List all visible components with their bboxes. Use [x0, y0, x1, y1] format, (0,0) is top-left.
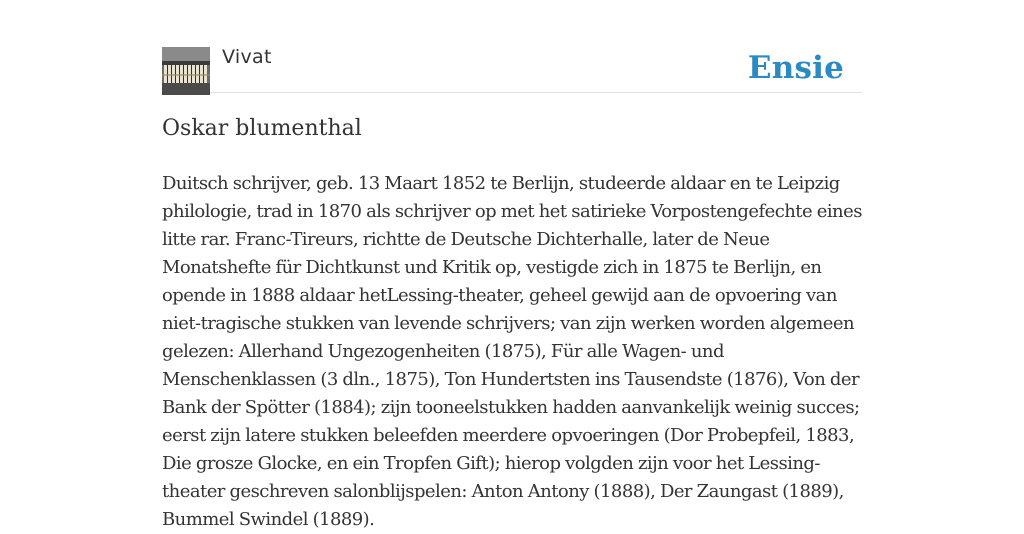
page-title: Oskar blumenthal: [162, 116, 362, 141]
article-body: Duitsch schrijver, geb. 13 Maart 1852 te Berlijn, studeerde aldaar en te Leipzig philologie, trad in 1870 als schrijver op met het satirieke Vorpostengefechte eines litte rar. Franc-Tireurs, richtte de Deutsche Dichterhalle, later de Neue Monatshefte für Dichtkunst und Kritik op, vestigde zich in 1875 te Berlijn, en opende in 1888 aldaar hetLessing-theater, geheel gewijd aan de opvoering van niet-tragische stukken van levende schrijvers; van zijn werken worden algemeen gelezen: Allerhand Ungezogenheiten (1875), Für alle Wagen- und Menschenklassen (3 dln., 1875), Ton Hundertsten ins Tausendste (1876), Von der Bank der Spötter (1884); zijn tooneelstukken hadden aanvankelijk weinig succes; eerst zijn latere stukken beleefden meerdere opvoeringen (Dor Probepfeil, 1883, Die grosze Glocke, en ein Tropfen Gift); hierop volgden zijn voor het Lessing-theater geschreven salonblijspelen: Anton Antony (1888), Der Zaungast (1889), Bummel Swindel (1889).: [162, 173, 862, 530]
book-spines-icon: [162, 47, 210, 95]
avatar[interactable]: [162, 47, 210, 95]
header: [162, 40, 862, 93]
publication-name[interactable]: Vivat: [222, 46, 272, 68]
brand-logo[interactable]: Ensie: [747, 50, 844, 86]
